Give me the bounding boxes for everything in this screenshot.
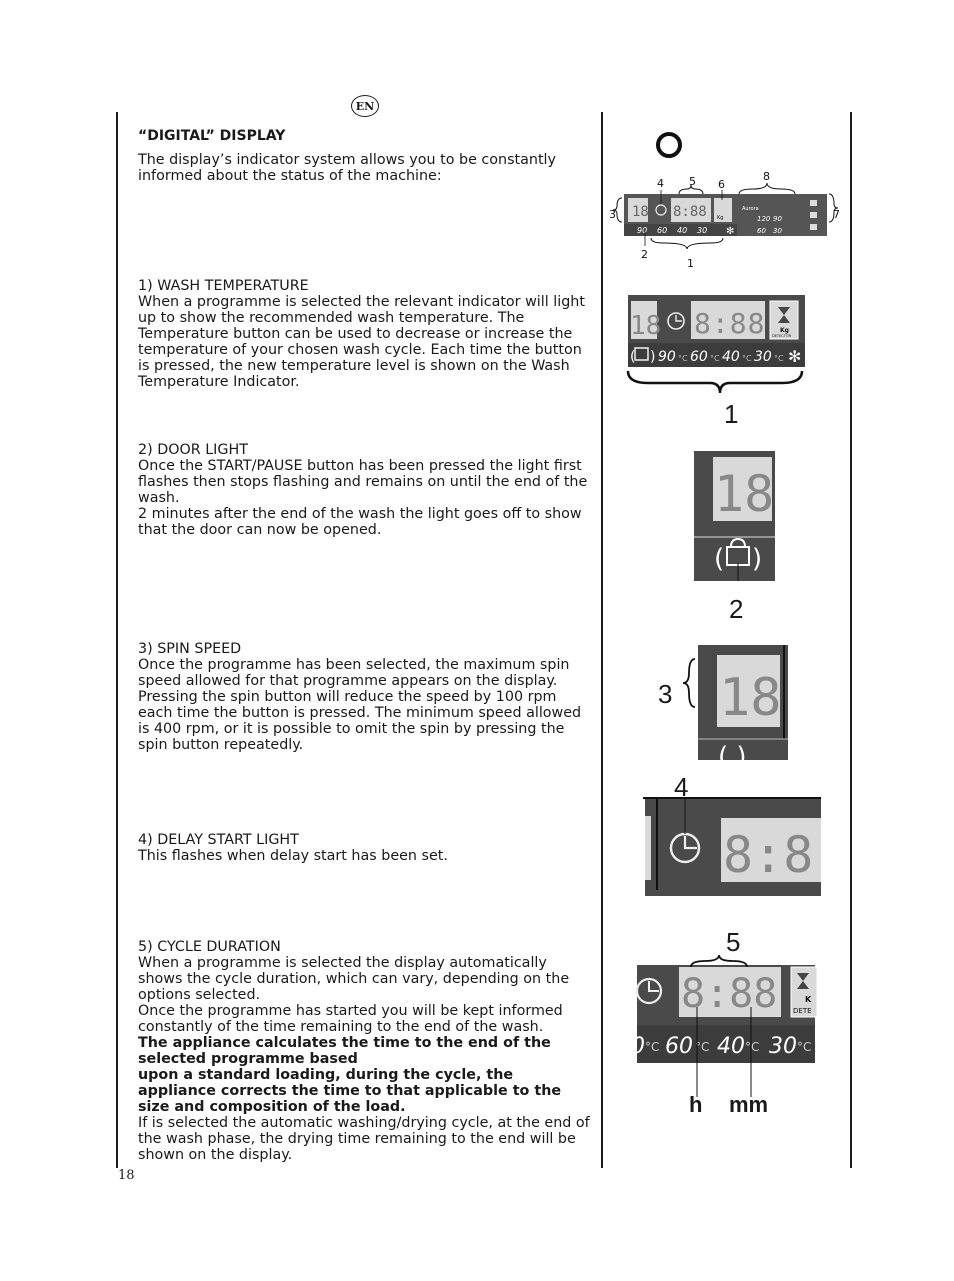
svg-text:60: 60	[657, 226, 668, 235]
figure-label-4: 4	[674, 772, 689, 802]
temperature-display-illustration	[628, 295, 808, 430]
svg-text:3: 3	[609, 208, 616, 221]
section-wash-temperature	[138, 278, 593, 390]
middle-rule	[601, 112, 603, 1168]
section-cycle-duration	[138, 939, 593, 1163]
svg-text:°C: °C	[742, 354, 752, 363]
section-body: This flashes when delay start has been set.	[138, 848, 448, 864]
section-body: Once the programme has started you will be kept informed constantly of the time remaining to the end of the wash.	[138, 1003, 563, 1035]
svg-text:°C: °C	[774, 354, 784, 363]
svg-text:°C: °C	[745, 1040, 760, 1054]
svg-text:2: 2	[641, 248, 648, 261]
svg-text:°C: °C	[645, 1040, 660, 1054]
svg-text:K: K	[805, 995, 812, 1004]
svg-text:7: 7	[833, 208, 840, 221]
svg-text:30: 30	[769, 1034, 797, 1059]
svg-text:90: 90	[658, 349, 676, 365]
svg-text:0: 0	[631, 1034, 645, 1059]
svg-text:8:88: 8:88	[681, 971, 778, 1017]
svg-text:90: 90	[637, 226, 648, 235]
section-heading: “DIGITAL” DISPLAY	[138, 128, 286, 144]
section-bold: size and composition of the load.	[138, 1099, 406, 1115]
svg-text:18: 18	[714, 465, 775, 523]
svg-text:60: 60	[690, 349, 708, 365]
svg-text:°C: °C	[695, 1040, 710, 1054]
svg-text:Aurora: Aurora	[742, 206, 759, 212]
section-spin-speed	[138, 641, 593, 753]
figure-door-light	[694, 451, 784, 626]
svg-text:6: 6	[718, 178, 725, 191]
svg-text:°C: °C	[678, 354, 688, 363]
circle-mark-icon	[658, 134, 680, 156]
figure-label-1: 1	[724, 399, 739, 429]
svg-text:8:8: 8:8	[723, 826, 814, 884]
section-body: When a programme is selected the display automatically shows the cycle duration, which can vary, depending on the options selected.	[138, 955, 570, 1003]
svg-text:60: 60	[665, 1034, 693, 1059]
figure-cycle-duration	[631, 927, 817, 1122]
svg-text:60: 60	[757, 227, 766, 235]
section-title: 4) DELAY START LIGHT	[138, 832, 299, 848]
right-rule	[850, 112, 852, 1168]
svg-text:8:88: 8:88	[694, 307, 766, 340]
svg-text:30: 30	[773, 227, 782, 235]
svg-text:40: 40	[677, 226, 688, 235]
section-title: 5) CYCLE DURATION	[138, 939, 281, 955]
svg-text:( ): ( )	[718, 742, 747, 772]
section-title: 2) DOOR LIGHT	[138, 442, 248, 458]
svg-text:120: 120	[757, 215, 771, 223]
spin-speed-illustration	[654, 645, 794, 772]
figure-wash-temperature	[628, 295, 808, 430]
svg-text:30: 30	[754, 349, 772, 365]
svg-text:Kg: Kg	[780, 327, 789, 334]
section-title: 3) SPIN SPEED	[138, 641, 242, 657]
door-light-illustration	[694, 451, 784, 581]
cycle-duration-illustration	[631, 957, 817, 1127]
section-body: Once the START/PAUSE button has been pressed the light first flashes then stops flashing and remains on until the end of the wash.	[138, 458, 588, 506]
language-badge: EN	[351, 95, 379, 117]
svg-text:8: 8	[763, 170, 770, 183]
intro-text: The display’s indicator system allows you to be constantly informed about the status of the machine:	[138, 152, 556, 184]
figure-label-2: 2	[729, 594, 744, 624]
svg-text:4: 4	[657, 177, 664, 190]
section-bold: The appliance calculates the time to the end of the selected programme based	[138, 1035, 551, 1067]
section-delay-start	[138, 832, 593, 864]
section-body: If is selected the automatic washing/drying cycle, at the end of the wash phase, the drying time remaining to the end will be shown on the display.	[138, 1115, 590, 1163]
delay-start-illustration	[643, 778, 823, 898]
svg-text:18: 18	[632, 204, 649, 220]
svg-text:5: 5	[689, 175, 696, 188]
svg-text:1: 1	[687, 257, 694, 270]
svg-text:(: (	[714, 544, 725, 574]
svg-text:40: 40	[717, 1034, 745, 1059]
figure-label-5: 5	[726, 927, 741, 957]
svg-text:40: 40	[722, 349, 740, 365]
snowflake-icon: ✻	[788, 347, 802, 366]
overview-figure	[605, 128, 845, 268]
svg-text:°C: °C	[797, 1040, 812, 1054]
svg-text:°C: °C	[710, 354, 720, 363]
section-body: When a programme is selected the relevant indicator will light up to show the recommended wash temperature. The Temperature button can be used to decrease or increase the temperature of your chosen wash cycle. Each time the button is pressed, the new temperature level is shown on the Wash Temperature Indicator.	[138, 294, 585, 390]
page-number: 18	[118, 1168, 135, 1183]
figure-spin-speed	[654, 645, 794, 772]
minutes-label: mm	[729, 1092, 769, 1117]
svg-text:8:88: 8:88	[673, 204, 707, 220]
svg-text:(: (	[630, 349, 636, 365]
svg-text:18: 18	[630, 311, 662, 341]
svg-text:✻: ✻	[726, 226, 735, 237]
svg-text:): )	[752, 544, 763, 574]
svg-text:Kg: Kg	[717, 215, 724, 221]
svg-text:DETECTOR: DETECTOR	[772, 334, 792, 338]
svg-text:18: 18	[719, 668, 782, 728]
section-title: 1) WASH TEMPERATURE	[138, 278, 309, 294]
section-body: 2 minutes after the end of the wash the light goes off to show that the door can now be opened.	[138, 506, 582, 538]
svg-text:90: 90	[773, 215, 782, 223]
overview-display-illustration	[605, 128, 845, 268]
hours-label: h	[689, 1092, 703, 1117]
section-bold: upon a standard loading, during the cycle, the appliance corrects the time to that applicable to the	[138, 1067, 562, 1099]
left-rule	[116, 112, 118, 1168]
figure-label-3: 3	[658, 679, 673, 709]
section-door-light	[138, 442, 593, 538]
svg-text:): )	[650, 349, 656, 365]
figure-delay-start	[643, 772, 823, 898]
svg-text:30: 30	[697, 226, 708, 235]
svg-text:DETE: DETE	[793, 1007, 812, 1015]
section-body: Once the programme has been selected, the maximum spin speed allowed for that programme appears on the display. Pressing the spin button will reduce the speed by 100 rpm each time the button is pressed. The minimum speed allowed is 400 rpm, or it is possible to omit the spin by pressing the spin button repeatedly.	[138, 657, 582, 753]
